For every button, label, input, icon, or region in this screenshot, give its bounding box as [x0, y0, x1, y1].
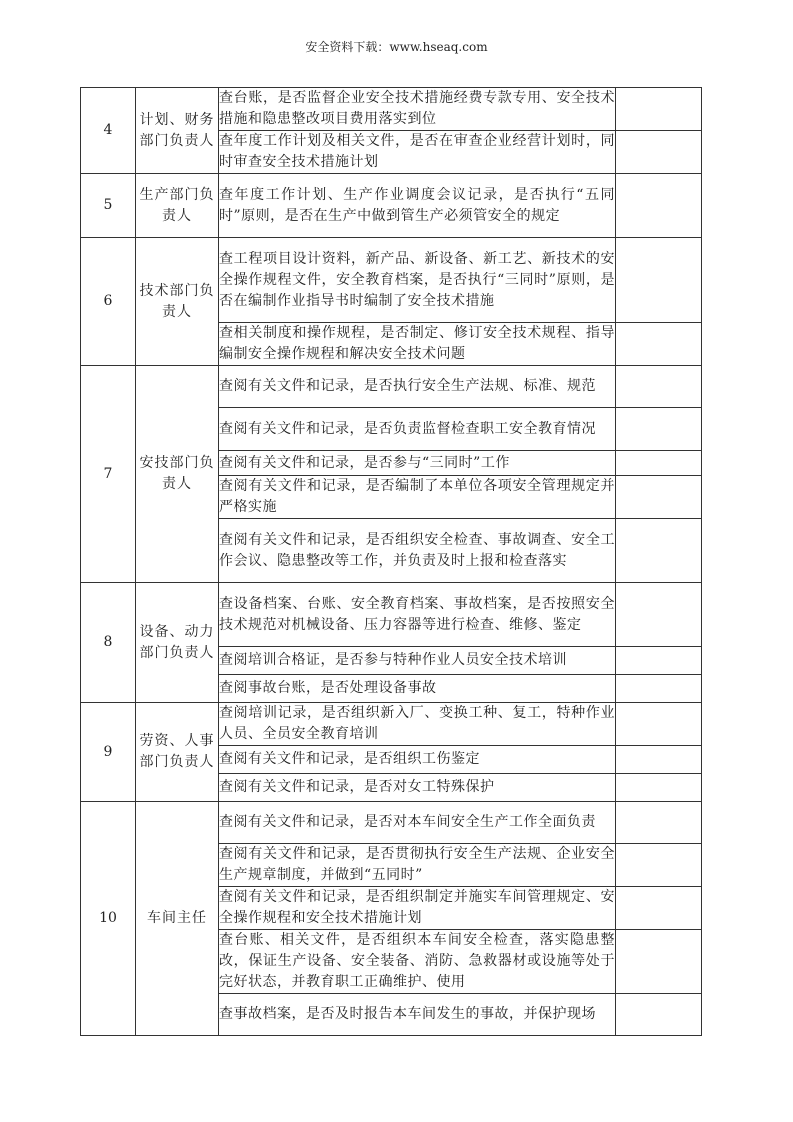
result-cell — [616, 476, 702, 519]
check-item: 查工程项目设计资料，新产品、新设备、新工艺、新技术的安全操作规程文件，安全教育档案，是否执行“三同时”原则，是否在编制作业指导书时编制了安全技术措施 — [219, 238, 616, 323]
result-cell — [616, 519, 702, 583]
department-cell: 计划、财务部门负责人 — [136, 88, 219, 174]
check-item: 查年度工作计划、生产作业调度会议记录，是否执行“五同时”原则，是否在生产中做到管生产必须管安全的规定 — [219, 174, 616, 238]
result-cell — [616, 238, 702, 323]
result-cell — [616, 774, 702, 802]
check-item: 查阅有关文件和记录，是否执行安全生产法规、标准、规范 — [219, 366, 616, 408]
department-cell: 生产部门负责人 — [136, 174, 219, 238]
result-cell — [616, 994, 702, 1036]
check-item: 查事故档案，是否及时报告本车间发生的事故，并保护现场 — [219, 994, 616, 1036]
check-item: 查阅有关文件和记录，是否对女工特殊保护 — [219, 774, 616, 802]
check-item: 查阅有关文件和记录，是否组织工伤鉴定 — [219, 746, 616, 774]
check-item: 查阅培训合格证，是否参与特种作业人员安全技术培训 — [219, 647, 616, 675]
check-item: 查阅有关文件和记录，是否参与“三同时”工作 — [219, 451, 616, 476]
result-cell — [616, 174, 702, 238]
department-cell: 技术部门负责人 — [136, 238, 219, 366]
inspection-table — [80, 87, 702, 1036]
check-item: 查阅有关文件和记录，是否贯彻执行安全生产法规、企业安全生产规章制度，并做到“五同时” — [219, 844, 616, 887]
result-cell — [616, 366, 702, 408]
check-item: 查设备档案、台账、安全教育档案、事故档案，是否按照安全技术规范对机械设备、压力容器等进行检查、维修、鉴定 — [219, 583, 616, 647]
check-item: 查阅有关文件和记录，是否组织安全检查、事故调查、安全工作会议、隐患整改等工作，并负责及时上报和检查落实 — [219, 519, 616, 583]
department-cell: 设备、动力部门负责人 — [136, 583, 219, 703]
result-cell — [616, 802, 702, 844]
check-item: 查阅培训记录，是否组织新入厂、变换工种、复工，特种作业人员、全员安全教育培训 — [219, 703, 616, 746]
row-number: 6 — [81, 238, 136, 366]
result-cell — [616, 647, 702, 675]
check-item: 查阅有关文件和记录，是否组织制定并施实车间管理规定、安全操作规程和安全技术措施计划 — [219, 887, 616, 930]
department-cell: 劳资、人事部门负责人 — [136, 703, 219, 802]
check-item: 查阅有关文件和记录，是否对本车间安全生产工作全面负责 — [219, 802, 616, 844]
department-cell: 车间主任 — [136, 802, 219, 1036]
result-cell — [616, 323, 702, 366]
row-number: 10 — [81, 802, 136, 1036]
result-cell — [616, 703, 702, 746]
check-item: 查阅有关文件和记录，是否负责监督检查职工安全教育情况 — [219, 408, 616, 451]
check-item: 查年度工作计划及相关文件，是否在审查企业经营计划时，同时审查安全技术措施计划 — [219, 131, 616, 174]
result-cell — [616, 675, 702, 703]
row-number: 9 — [81, 703, 136, 802]
check-item: 查阅事故台账，是否处理设备事故 — [219, 675, 616, 703]
row-number: 4 — [81, 88, 136, 174]
row-number: 8 — [81, 583, 136, 703]
check-item: 查台账、相关文件，是否组织本车间安全检查，落实隐患整改，保证生产设备、安全装备、消防、急救器材或设施等处于完好状态，并教育职工正确维护、使用 — [219, 930, 616, 994]
check-item: 查台账，是否监督企业安全技术措施经费专款专用、安全技术措施和隐患整改项目费用落实到位 — [219, 88, 616, 131]
result-cell — [616, 844, 702, 887]
result-cell — [616, 930, 702, 994]
result-cell — [616, 88, 702, 131]
row-number: 5 — [81, 174, 136, 238]
check-item: 查相关制度和操作规程，是否制定、修订安全技术规程、指导编制安全操作规程和解决安全技术问题 — [219, 323, 616, 366]
result-cell — [616, 451, 702, 476]
row-number: 7 — [81, 366, 136, 583]
check-item: 查阅有关文件和记录，是否编制了本单位各项安全管理规定并严格实施 — [219, 476, 616, 519]
result-cell — [616, 583, 702, 647]
page-header: 安全资料下载：www.hseaq.com — [305, 40, 488, 54]
result-cell — [616, 746, 702, 774]
result-cell — [616, 408, 702, 451]
result-cell — [616, 131, 702, 174]
result-cell — [616, 887, 702, 930]
department-cell: 安技部门负责人 — [136, 366, 219, 583]
